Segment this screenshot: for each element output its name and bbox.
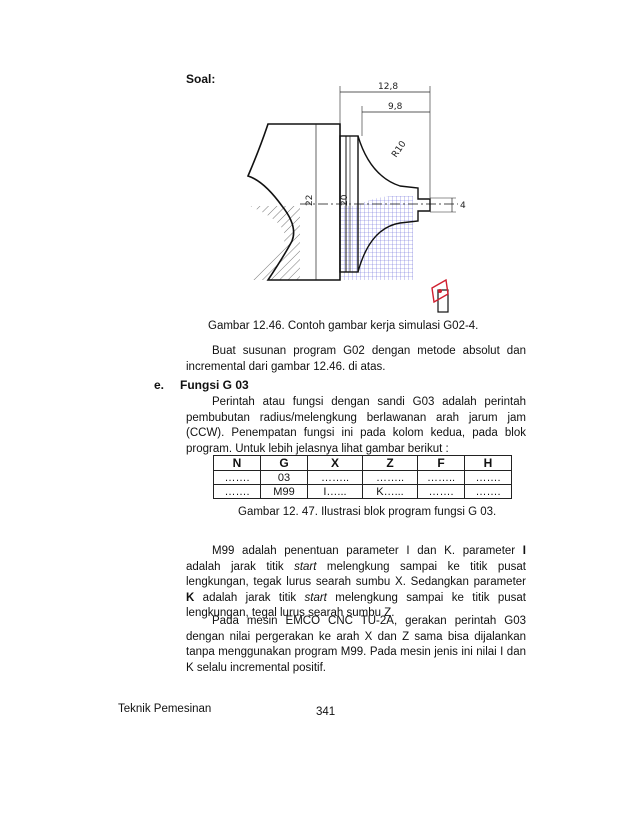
table-cell: ……. — [418, 485, 465, 499]
table-header: F — [418, 456, 465, 471]
param-k: K — [186, 591, 195, 604]
table-row — [214, 485, 512, 499]
italic-start: start — [294, 560, 317, 573]
table-row — [214, 471, 512, 485]
table-cell: …….. — [363, 471, 418, 485]
workpiece-drawing — [220, 76, 480, 316]
section-heading — [154, 378, 249, 392]
text-run: M99 adalah penentuan parameter I dan K. parameter — [212, 545, 523, 557]
footer-book-title: Teknik Pemesinan — [118, 703, 212, 715]
text-run: adalah jarak titik — [186, 560, 295, 573]
table-cell: ……. — [214, 485, 261, 499]
grid-region — [340, 196, 413, 280]
table-cell: M99 — [261, 485, 308, 499]
soal-label: Soal: — [186, 72, 216, 86]
table-header: G — [261, 456, 308, 471]
table-header: H — [465, 456, 512, 471]
table-header: X — [308, 456, 363, 471]
table-header: Z — [363, 456, 418, 471]
text-run: melengkung sampai ke titik pusat lengkungan, tegal lurus searah sumbu Z. — [186, 591, 526, 619]
italic-start: start — [304, 591, 327, 604]
section-title: Fungsi G 03 — [180, 378, 249, 392]
section-label: e. — [154, 378, 165, 392]
table-cell: I…... — [308, 485, 363, 499]
table-header: N — [214, 456, 261, 471]
dim-inner: 9,8 — [388, 102, 403, 112]
text-run: melengkung sampai ke titik pusat lengkungan, tegak lurus searah sumbu X. Sedangkan parameter — [186, 560, 527, 588]
table-cell: …….. — [308, 471, 363, 485]
table-header-row — [214, 456, 512, 471]
text-run: adalah jarak titik — [194, 591, 305, 604]
table-cell: …….. — [418, 471, 465, 485]
table-cell: ……. — [214, 471, 261, 485]
paragraph-3 — [186, 544, 526, 622]
dim-radius: R10 — [390, 139, 409, 160]
figure-caption-1: Gambar 12.46. Contoh gambar kerja simulasi G02-4. — [208, 320, 479, 332]
page-number: 341 — [316, 706, 336, 718]
dim-dia-large: 22 — [305, 194, 315, 206]
table-cell: ……. — [465, 471, 512, 485]
cutting-tool-icon — [432, 280, 448, 312]
table-cell: 03 — [261, 471, 308, 485]
table-cell: K…... — [363, 485, 418, 499]
dim-dia-mid: 20 — [340, 194, 350, 206]
paragraph-1: Buat susunan program G02 dengan metode absolut dan incremental dari gambar 12.46. di atas. — [186, 345, 526, 373]
paragraph-4: Pada mesin EMCO CNC TU-2A, gerakan perintah G03 dengan nilai pergerakan ke arah X dan Z sama bisa dijalankan tanpa menggunakan program M99. Pada mesin jenis ini nilai I dan K selalu incremental positif. — [186, 615, 526, 674]
paragraph-2: Perintah atau fungsi dengan sandi G03 adalah perintah pembubutan radius/melengkung berlawanan arah jarum jam (CCW). Penempatan fungsi ini pada kolom kedua, pada blok program. Untuk lebih jelasnya lihat gambar berikut : — [186, 396, 526, 455]
dim-dia-small: 4 — [460, 201, 466, 211]
dim-outer: 12,8 — [378, 82, 399, 92]
figure-caption-2: Gambar 12. 47. Ilustrasi blok program fungsi G 03. — [238, 506, 497, 518]
param-i: I — [522, 545, 526, 557]
program-block-table — [213, 455, 512, 499]
table-cell: ……. — [465, 485, 512, 499]
